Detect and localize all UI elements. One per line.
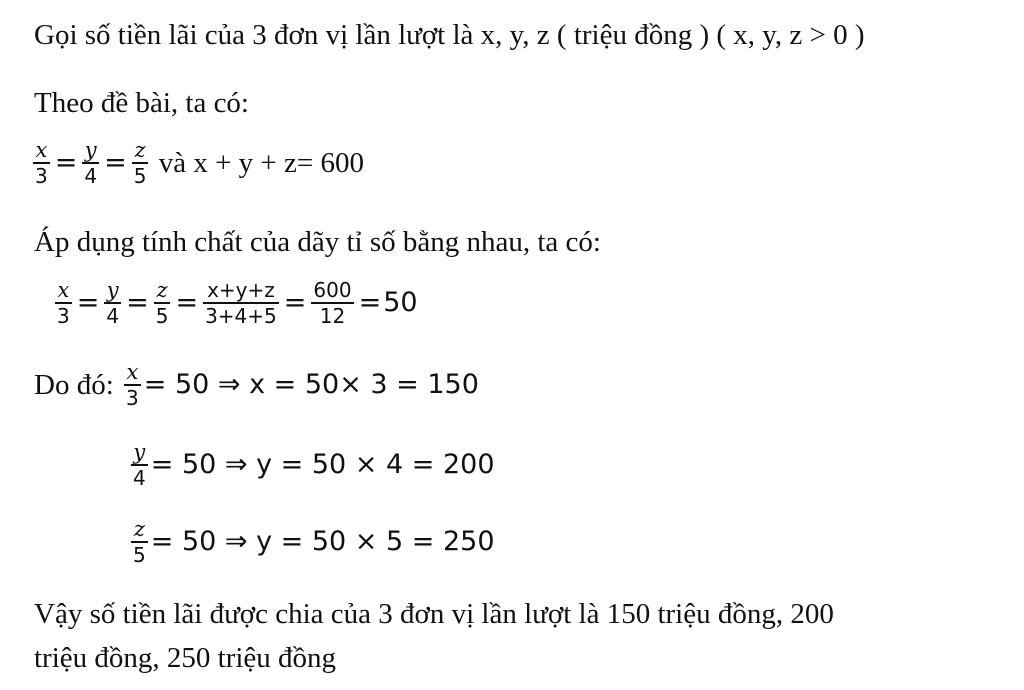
conclusion-line-1: Vậy số tiền lãi được chia của 3 đơn vị lần lượt là 150 triệu đồng, 200 (34, 598, 834, 630)
ratio-equation: $\frac{x}{3}$ = $\frac{y}{4}$ = $\frac{z}{5}$ và x + y + z= 600 (35, 138, 365, 188)
fraction-z-5: $\frac{z}{5}$ (133, 517, 146, 567)
x-derivation (34, 360, 479, 410)
fraction-x-3: $\frac{x}{3}$ (35, 138, 48, 188)
conclusion-line-2: triệu đồng, 250 triệu đồng (34, 642, 337, 674)
fraction-x-3: $\frac{x}{3}$ (57, 278, 70, 328)
y-result: = 50 ⇒ y = 50 × 4 = 200 (150, 449, 495, 480)
fraction-y-4: $\frac{y}{4}$ (84, 138, 98, 188)
property-heading: Áp dụng tính chất của dãy tỉ số bằng nhau, ta có: (34, 226, 601, 258)
fraction-x-3: $\frac{x}{3}$ (126, 360, 139, 410)
therefore-label: Do đó: (34, 369, 114, 401)
fraction-y-4: $\frac{y}{4}$ (133, 440, 146, 490)
z-derivation (128, 517, 495, 567)
equal-ratios-equation: $\frac{x}{3}$ = $\frac{y}{4}$ = $\frac{z}{5}$ = $\frac{x+y+z}{3+4+5}$ = $\frac{600}{12}$ =50 (57, 278, 418, 328)
fraction-y-4: $\frac{y}{4}$ (106, 278, 120, 328)
z-result: = 50 ⇒ y = 50 × 5 = 250 (150, 526, 495, 557)
intro-text: Gọi số tiền lãi của 3 đơn vị lần lượt là x, y, z ( triệu đồng ) ( x, y, z > 0 ) (34, 19, 865, 51)
x-result: = 50 ⇒ x = 50× 3 = 150 (143, 369, 479, 400)
y-derivation (128, 440, 495, 490)
ratio-result: 50 (383, 287, 418, 318)
sum-condition: và x + y + z= 600 (158, 147, 365, 179)
fraction-600-12: $\frac{600}{12}$ (313, 278, 352, 328)
fraction-z-5: $\frac{z}{5}$ (155, 278, 169, 328)
given-heading: Theo đề bài, ta có: (34, 87, 249, 119)
fraction-z-5: $\frac{z}{5}$ (133, 138, 147, 188)
fraction-sum: $\frac{x+y+z}{3+4+5}$ (205, 278, 277, 328)
